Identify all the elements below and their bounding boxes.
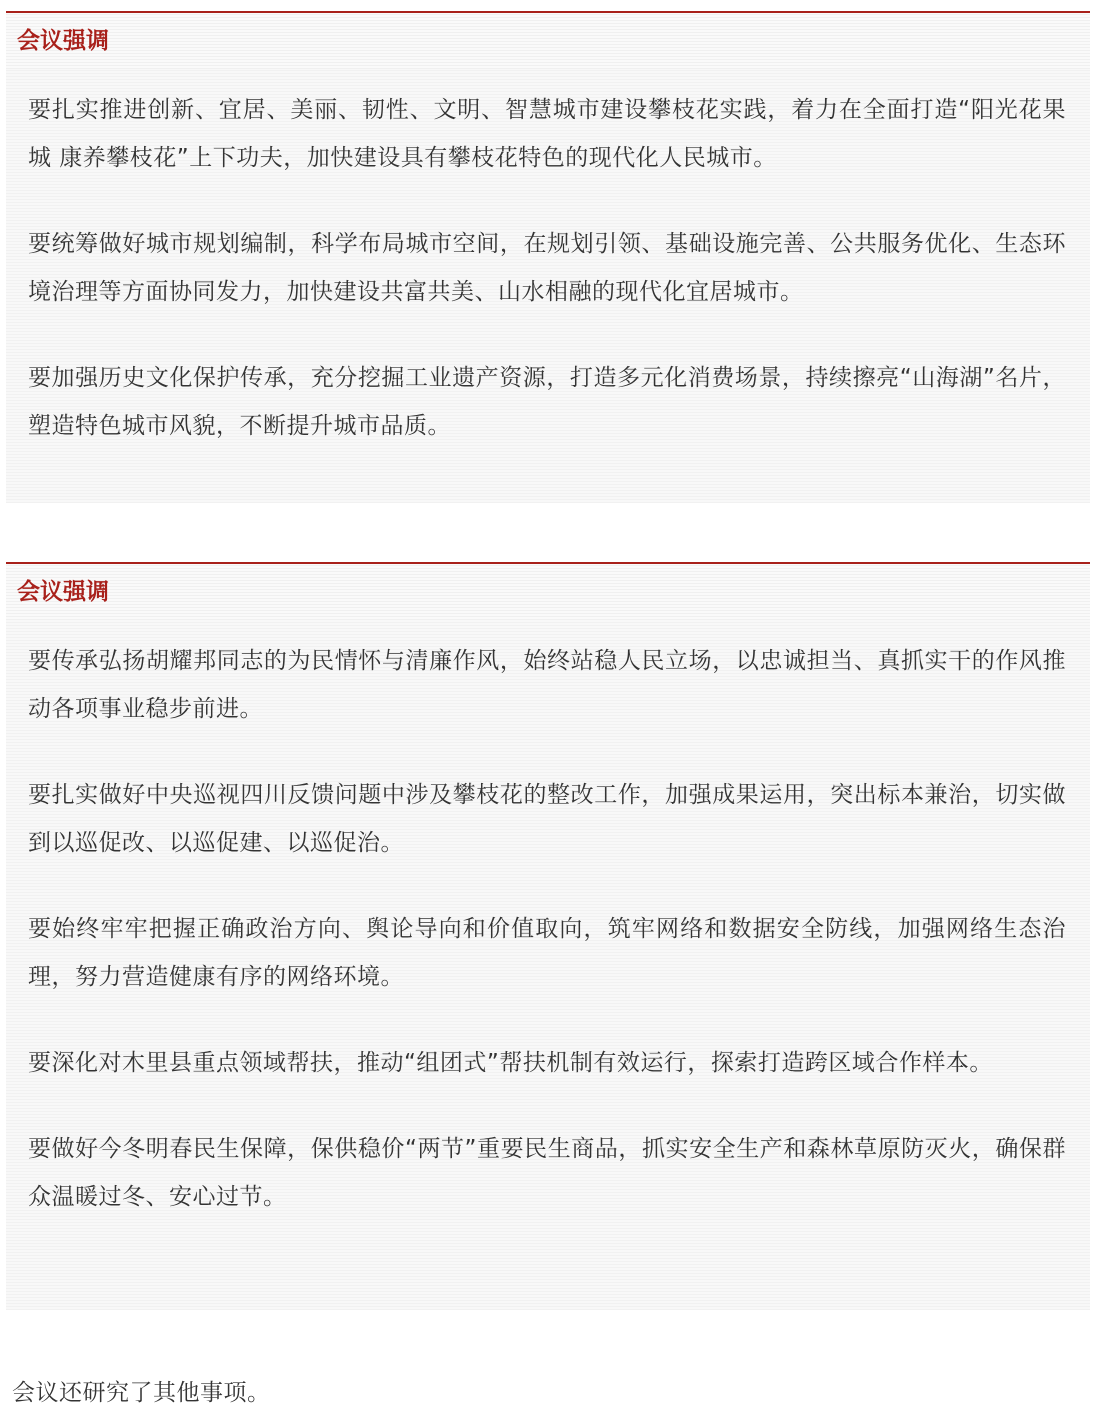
paragraph: 要做好今冬明春民生保障，保供稳价“两节”重要民生商品，抓实安全生产和森林草原防灭火，确保群众温暖过冬、安心过节。 (28, 1136, 1066, 1210)
section-title: 会议强调 (17, 28, 109, 54)
section-title: 会议强调 (17, 579, 109, 605)
paragraph: 要扎实推进创新、宜居、美丽、韧性、文明、智慧城市建设攀枝花实践，着力在全面打造“阳光花果城 康养攀枝花”上下功夫，加快建设具有攀枝花特色的现代化人民城市。 (28, 97, 1066, 171)
paragraph: 要扎实做好中央巡视四川反馈问题中涉及攀枝花的整改工作，加强成果运用，突出标本兼治，切实做到以巡促改、以巡促建、以巡促治。 (28, 782, 1066, 856)
paragraph: 要统筹做好城市规划编制，科学布局城市空间，在规划引领、基础设施完善、公共服务优化、生态环境治理等方面协同发力，加快建设共富共美、山水相融的现代化宜居城市。 (28, 231, 1066, 305)
closing-text: 会议还研究了其他事项。 (12, 1380, 271, 1406)
section-meeting-emphasis-2 (6, 562, 1090, 1310)
paragraph: 要深化对木里县重点领域帮扶，推动“组团式”帮扶机制有效运行，探索打造跨区域合作样本。 (28, 1050, 993, 1076)
paragraph: 要始终牢牢把握正确政治方向、舆论导向和价值取向，筑牢网络和数据安全防线，加强网络生态治理，努力营造健康有序的网络环境。 (28, 916, 1066, 990)
section-body (6, 620, 1090, 1310)
paragraph: 要传承弘扬胡耀邦同志的为民情怀与清廉作风，始终站稳人民立场，以忠诚担当、真抓实干的作风推动各项事业稳步前进。 (28, 648, 1066, 722)
section-meeting-emphasis-1 (6, 11, 1090, 503)
section-body (6, 69, 1090, 503)
section-header (6, 13, 1090, 69)
section-header (6, 564, 1090, 620)
paragraph: 要加强历史文化保护传承，充分挖掘工业遗产资源，打造多元化消费场景，持续擦亮“山海湖”名片，塑造特色城市风貌，不断提升城市品质。 (28, 365, 1066, 439)
